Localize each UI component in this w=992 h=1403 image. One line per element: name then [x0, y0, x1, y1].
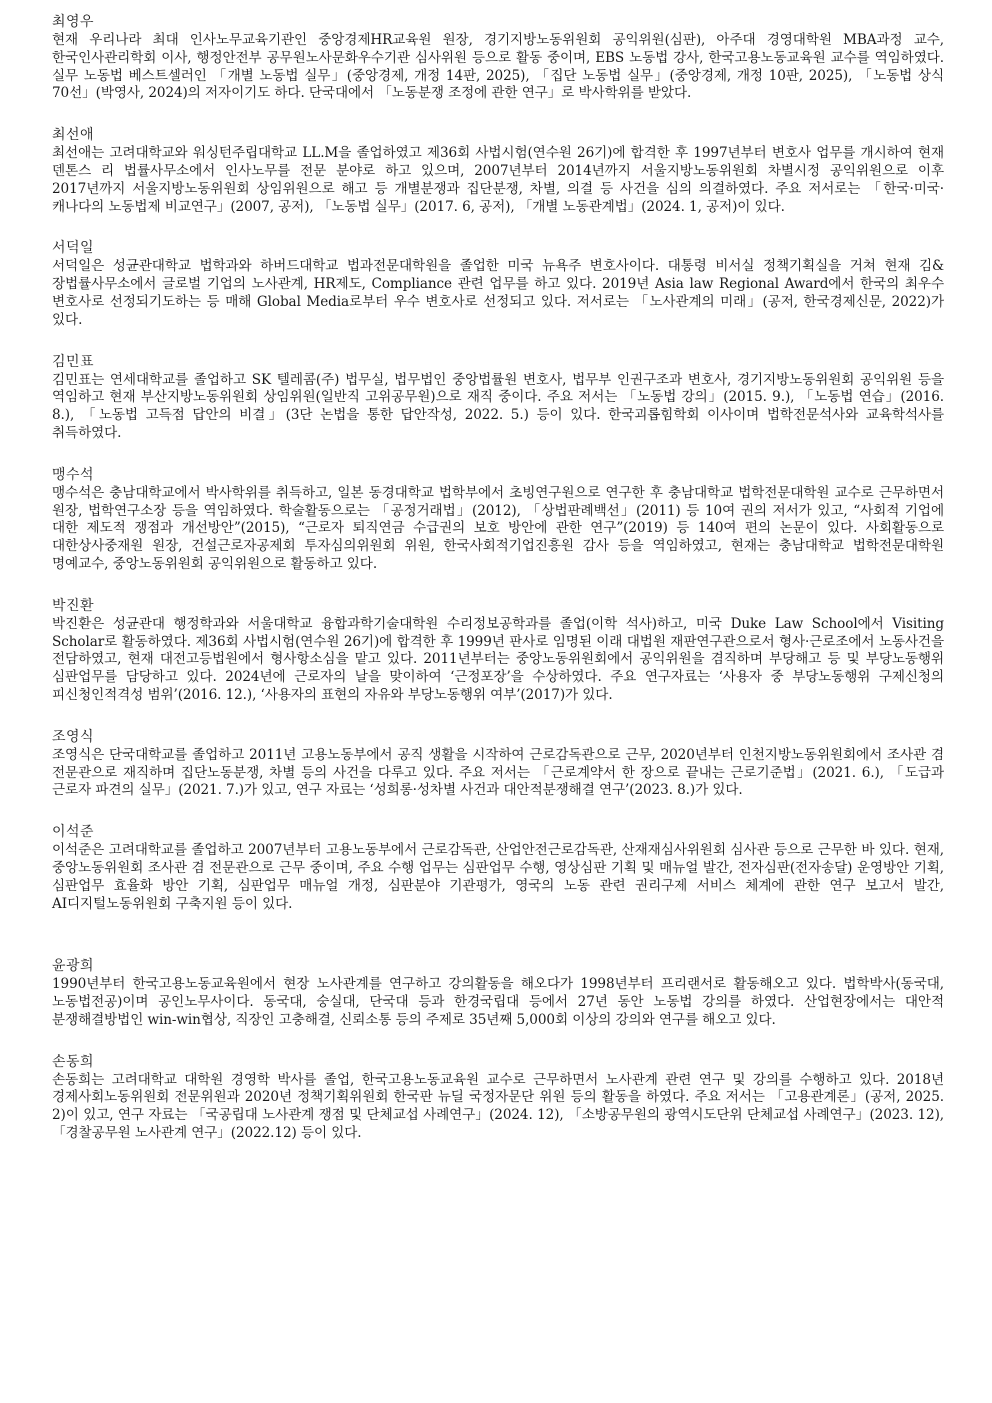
author-bio: 현재 우리나라 최대 인사노무교육기관인 중앙경제HR교육원 원장, 경기지방노동위원회 공익위원(심판), 아주대 경영대학원 MBA과정 교수, 한국인사관리학회 이사, 행정안전부 공무원노사문화우수기관 심사위원 등으로 활동 중이며, EBS 노동법 강사, 한국고용노동교육원 교수를 역임하였다. 실무 노동법 베스트셀러인 「개별 노동법 실무」(중앙경제, 개정 14판, 2025), 「집단 노동법 실무」(중앙경제, 개정 10판, 2025), 「노동법 상식 70선」(박영사, 2024)의 저자이기도 하다. 단국대에서 「노동분쟁 조정에 관한 연구」로 박사학위를 받았다. — [52, 32, 944, 102]
author-profile — [52, 465, 944, 574]
author-bio: 조영식은 단국대학교를 졸업하고 2011년 고용노동부에서 공직 생활을 시작하여 근로감독관으로 근무, 2020년부터 인천지방노동위원회에서 조사관 겸 전문관으로 재직하며 집단노동분쟁, 차별 등의 사건을 다루고 있다. 주요 저서는 「근로계약서 한 장으로 끝내는 근로기준법」(2021. 6.), 「도급과 근로자 파견의 실무」(2021. 7.)가 있고, 연구 자료는 ‘성희롱·성차별 사건과 대안적분쟁해결 연구’(2023. 8.)가 있다. — [52, 746, 944, 799]
author-name: 조영식 — [52, 728, 95, 745]
author-bio: 손동희는 고려대학교 대학원 경영학 박사를 졸업, 한국고용노동교육원 교수로 근무하면서 노사관계 관련 연구 및 강의를 수행하고 있다. 2018년 경제사회노동위원회 전문위원과 2020년 정책기획위원회 한국판 뉴딜 국정자문단 위원 등의 활동을 하였다. 주요 저서는 「고용관계론」(공저, 2025. 2)이 있고, 연구 자료는 「국공립대 노사관계 쟁점 및 단체교섭 사례연구」(2024. 12), 「소방공무원의 광역시도단위 단체교섭 사례연구」(2023. 12), 「경찰공무원 노사관계 연구」(2022.12) 등이 있다. — [52, 1071, 944, 1142]
author-bio: 이석준은 고려대학교를 졸업하고 2007년부터 고용노동부에서 근로감독관, 산업안전근로감독관, 산재재심사위원회 심사관 등으로 근무한 바 있다. 현재, 중앙노동위원회 조사관 겸 전문관으로 근무 중이며, 주요 수행 업무는 심판업무 수행, 영상심판 기획 및 매뉴얼 발간, 전자심판(전자송달) 운영방안 기획, 심판업무 효율화 방안 기획, 심판업무 매뉴얼 개정, 심판분야 기관평가, 영국의 노동 관련 권리구제 서비스 체계에 관한 연구 보고서 발간, AI디지털노동위원회 구축지원 등이 있다. — [52, 842, 944, 912]
author-profile — [52, 352, 944, 443]
author-bio: 맹수석은 충남대학교에서 박사학위를 취득하고, 일본 동경대학교 법학부에서 초빙연구원으로 연구한 후 충남대학교 법학전문대학원 교수로 근무하면서 원장, 법학연구소장 등을 역임하였다. 학술활동으로는 「공정거래법」(2012), 「상법판례백선」(2011) 등 10여 권의 저서가 있고, “사회적 기업에 대한 제도적 쟁점과 개선방안”(2015), “근로자 퇴직연금 수급권의 보호 방안에 관한 연구”(2019) 등 140여 편의 논문이 있다. 사회활동으로 대한상사중재원 원장, 건설근로자공제회 투자심의위원회 위원, 한국사회적기업진흥원 감사 등을 역임하였고, 현재는 충남대학교 법학전문대학원 명예교수, 중앙노동위원회 공익위원으로 활동하고 있다. — [52, 484, 944, 572]
author-profile — [52, 125, 944, 216]
author-bio: 박진환은 성균관대 행정학과와 서울대학교 융합과학기술대학원 수리정보공학과를 졸업(이학 석사)하고, 미국 Duke Law School에서 Visiting Scholar로 활동하였다. 제36회 사법시험(연수원 26기)에 합격한 후 1999년 판사로 임명된 이래 대법원 재판연구관으로서 형사·근로조에서 노동사건을 전담하였고, 현재 대전고등법원에서 형사항소심을 맡고 있다. 2011년부터는 중앙노동위원회에서 공익위원을 겸직하며 부당해고 등 및 부당노동행위 심판업무를 담당하고 있다. 2024년에 근로자의 날을 맞이하여 ‘근정포장’을 수상하였다. 주요 연구자료는 ‘사용자 중 부당노동행위 구제신청의 피신청인적격성 범위’(2016. 12.), ‘사용자의 표현의 자유와 부당노동행위 여부’(2017)가 있다. — [52, 615, 944, 703]
author-name: 박진환 — [52, 597, 95, 614]
author-name: 김민표 — [52, 353, 95, 370]
author-bios-page — [52, 12, 944, 1143]
author-name: 이석준 — [52, 824, 95, 841]
author-bio: 최선애는 고려대학교와 워싱턴주립대학교 LL.M을 졸업하였고 제36회 사법시험(연수원 26기)에 합격한 후 1997년부터 변호사 업무를 개시하여 현재 덴톤스 리 법률사무소에서 인사노무를 전문 분야로 하고 있으며, 2007년부터 2014년까지 서울지방노동위원회 차별시정 공익위원으로 이후 2017년까지 서울지방노동위원회 상임위원으로 해고 등 개별분쟁과 집단분쟁, 차별, 의결 등 사건을 심의 의결하였다. 주요 저서로는 「한국·미국·캐나다의 노동법제 비교연구」(2007, 공저), 「노동법 실무」(2017. 6, 공저), 「개별 노동관계법」(2024. 1, 공저)이 있다. — [52, 145, 944, 215]
author-profile — [52, 822, 944, 913]
author-bio: 1990년부터 한국고용노동교육원에서 현장 노사관계를 연구하고 강의활동을 해오다가 1998년부터 프리랜서로 활동해오고 있다. 법학박사(동국대, 노동법전공)이며 공인노무사이다. 동국대, 숭실대, 단국대 등과 한경국립대 등에서 27년 동안 노동법 강의를 하였다. 산업현장에서는 대안적 분쟁해결방법인 win-win협상, 직장인 고충해결, 신뢰소통 등의 주제로 35년째 5,000회 이상의 강의와 연구를 해오고 있다. — [52, 976, 944, 1028]
author-bio: 서덕일은 성균관대학교 법학과와 하버드대학교 법과전문대학원을 졸업한 미국 뉴욕주 변호사이다. 대통령 비서실 정책기획실을 거쳐 현재 김&장법률사무소에서 글로벌 기업의 노사관계, HR제도, Compliance 관련 업무를 하고 있다. 2019년 Asia law Regional Award에서 한국의 최우수 변호사로 선정되기도하는 등 매해 Global Media로부터 우수 변호사로 선정되고 있다. 저서로는 「노사관계의 미래」(공저, 한국경제신문, 2022)가 있다. — [52, 258, 945, 328]
author-name: 최영우 — [52, 14, 95, 30]
author-profile — [52, 596, 944, 705]
author-profile — [52, 238, 944, 329]
author-bio: 김민표는 연세대학교를 졸업하고 SK 텔레콤(주) 법무실, 법무법인 중앙법률원 변호사, 법무부 인권구조과 변호사, 경기지방노동위원회 공익위원 등을 역임하고 현재 부산지방노동위원회 상임위원(일반직 고위공무원)으로 재직 중이다. 주요 저서는 「노동법 강의」(2015. 9.), 「노동법 연습」(2016. 8.), 「노동법 고득점 답안의 비결」(3단 논법을 통한 답안작성, 2022. 5.) 등이 있다. 한국괴롭힘학회 이사이며 법학전문석사와 교육학석사를 취득하였다. — [52, 371, 944, 441]
author-name: 맹수석 — [52, 466, 95, 483]
author-name: 윤광희 — [52, 958, 95, 975]
author-profile — [52, 12, 944, 103]
author-profile — [52, 956, 944, 1029]
author-profile — [52, 727, 944, 800]
author-name: 서덕일 — [52, 240, 95, 257]
author-name: 손동희 — [52, 1053, 95, 1070]
author-name: 최선애 — [52, 127, 95, 144]
author-profile — [52, 1052, 944, 1143]
